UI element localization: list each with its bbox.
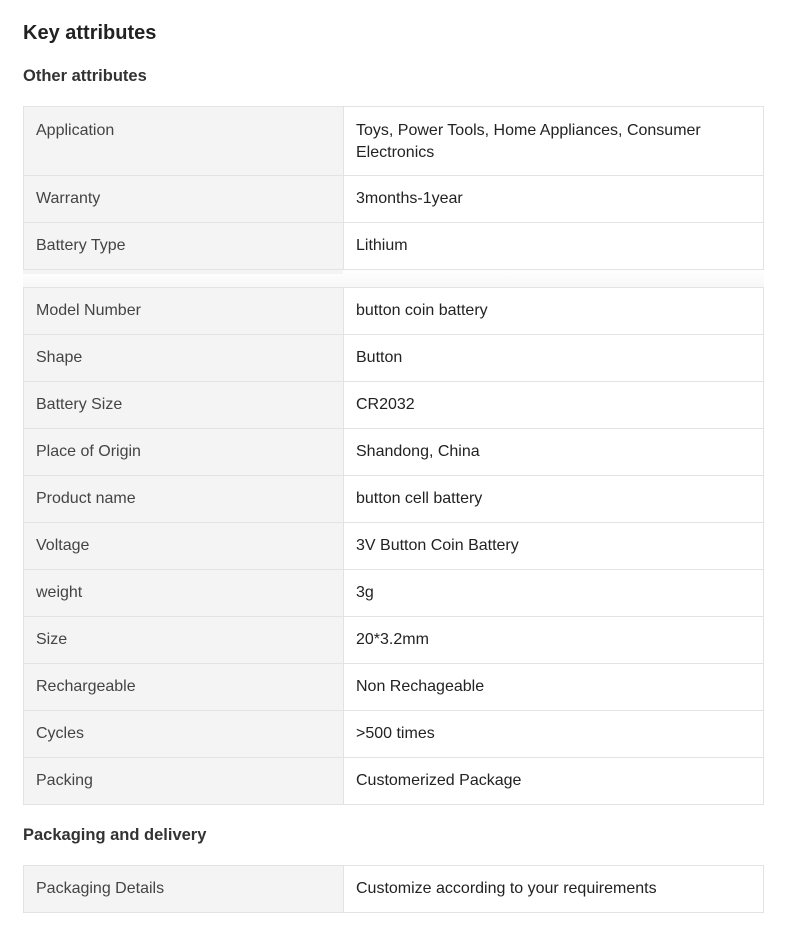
table-row <box>24 335 764 382</box>
attribute-label: Place of Origin <box>24 429 344 476</box>
other-attributes-heading: Other attributes <box>23 67 147 85</box>
attribute-label: Shape <box>24 335 344 382</box>
table-row <box>24 382 764 429</box>
attribute-label: Cycles <box>24 711 344 758</box>
packaging-delivery-heading: Packaging and delivery <box>23 826 207 844</box>
attribute-value: Button <box>344 335 764 382</box>
table-row <box>24 617 764 664</box>
table-row <box>24 476 764 523</box>
attribute-label: Voltage <box>24 523 344 570</box>
attribute-value: Customize according to your requirements <box>344 866 764 913</box>
attribute-label: Warranty <box>24 176 344 223</box>
attribute-value: CR2032 <box>344 382 764 429</box>
attribute-label: Packaging Details <box>24 866 344 913</box>
table-row <box>24 429 764 476</box>
attribute-value: button coin battery <box>344 288 764 335</box>
attribute-label: Product name <box>24 476 344 523</box>
attribute-label: Size <box>24 617 344 664</box>
attribute-value: button cell battery <box>344 476 764 523</box>
attribute-label: Battery Size <box>24 382 344 429</box>
attribute-value: Shandong, China <box>344 429 764 476</box>
attribute-value: Lithium <box>344 223 764 270</box>
table-row <box>24 107 764 176</box>
table-row <box>24 866 764 913</box>
attribute-value: Toys, Power Tools, Home Appliances, Consumer Electronics <box>344 107 764 176</box>
attribute-value: 3V Button Coin Battery <box>344 523 764 570</box>
attribute-label: Model Number <box>24 288 344 335</box>
table-row <box>24 711 764 758</box>
table-row <box>24 523 764 570</box>
attribute-value: 3months-1year <box>344 176 764 223</box>
attributes-table-1 <box>23 106 764 270</box>
packaging-table <box>23 865 764 913</box>
attribute-label: weight <box>24 570 344 617</box>
attribute-value: 3g <box>344 570 764 617</box>
table-row <box>24 288 764 335</box>
key-attributes-heading: Key attributes <box>23 22 157 44</box>
table-row <box>24 758 764 805</box>
table-row <box>24 223 764 270</box>
table-row <box>24 570 764 617</box>
attribute-value: 20*3.2mm <box>344 617 764 664</box>
attribute-value: Non Rechageable <box>344 664 764 711</box>
attributes-table-2 <box>23 287 764 805</box>
table-divider <box>23 270 764 287</box>
table-row <box>24 176 764 223</box>
attribute-label: Packing <box>24 758 344 805</box>
attribute-value: >500 times <box>344 711 764 758</box>
attribute-label: Application <box>24 107 344 176</box>
table-row <box>24 664 764 711</box>
attribute-value: Customerized Package <box>344 758 764 805</box>
attribute-label: Battery Type <box>24 223 344 270</box>
attribute-label: Rechargeable <box>24 664 344 711</box>
